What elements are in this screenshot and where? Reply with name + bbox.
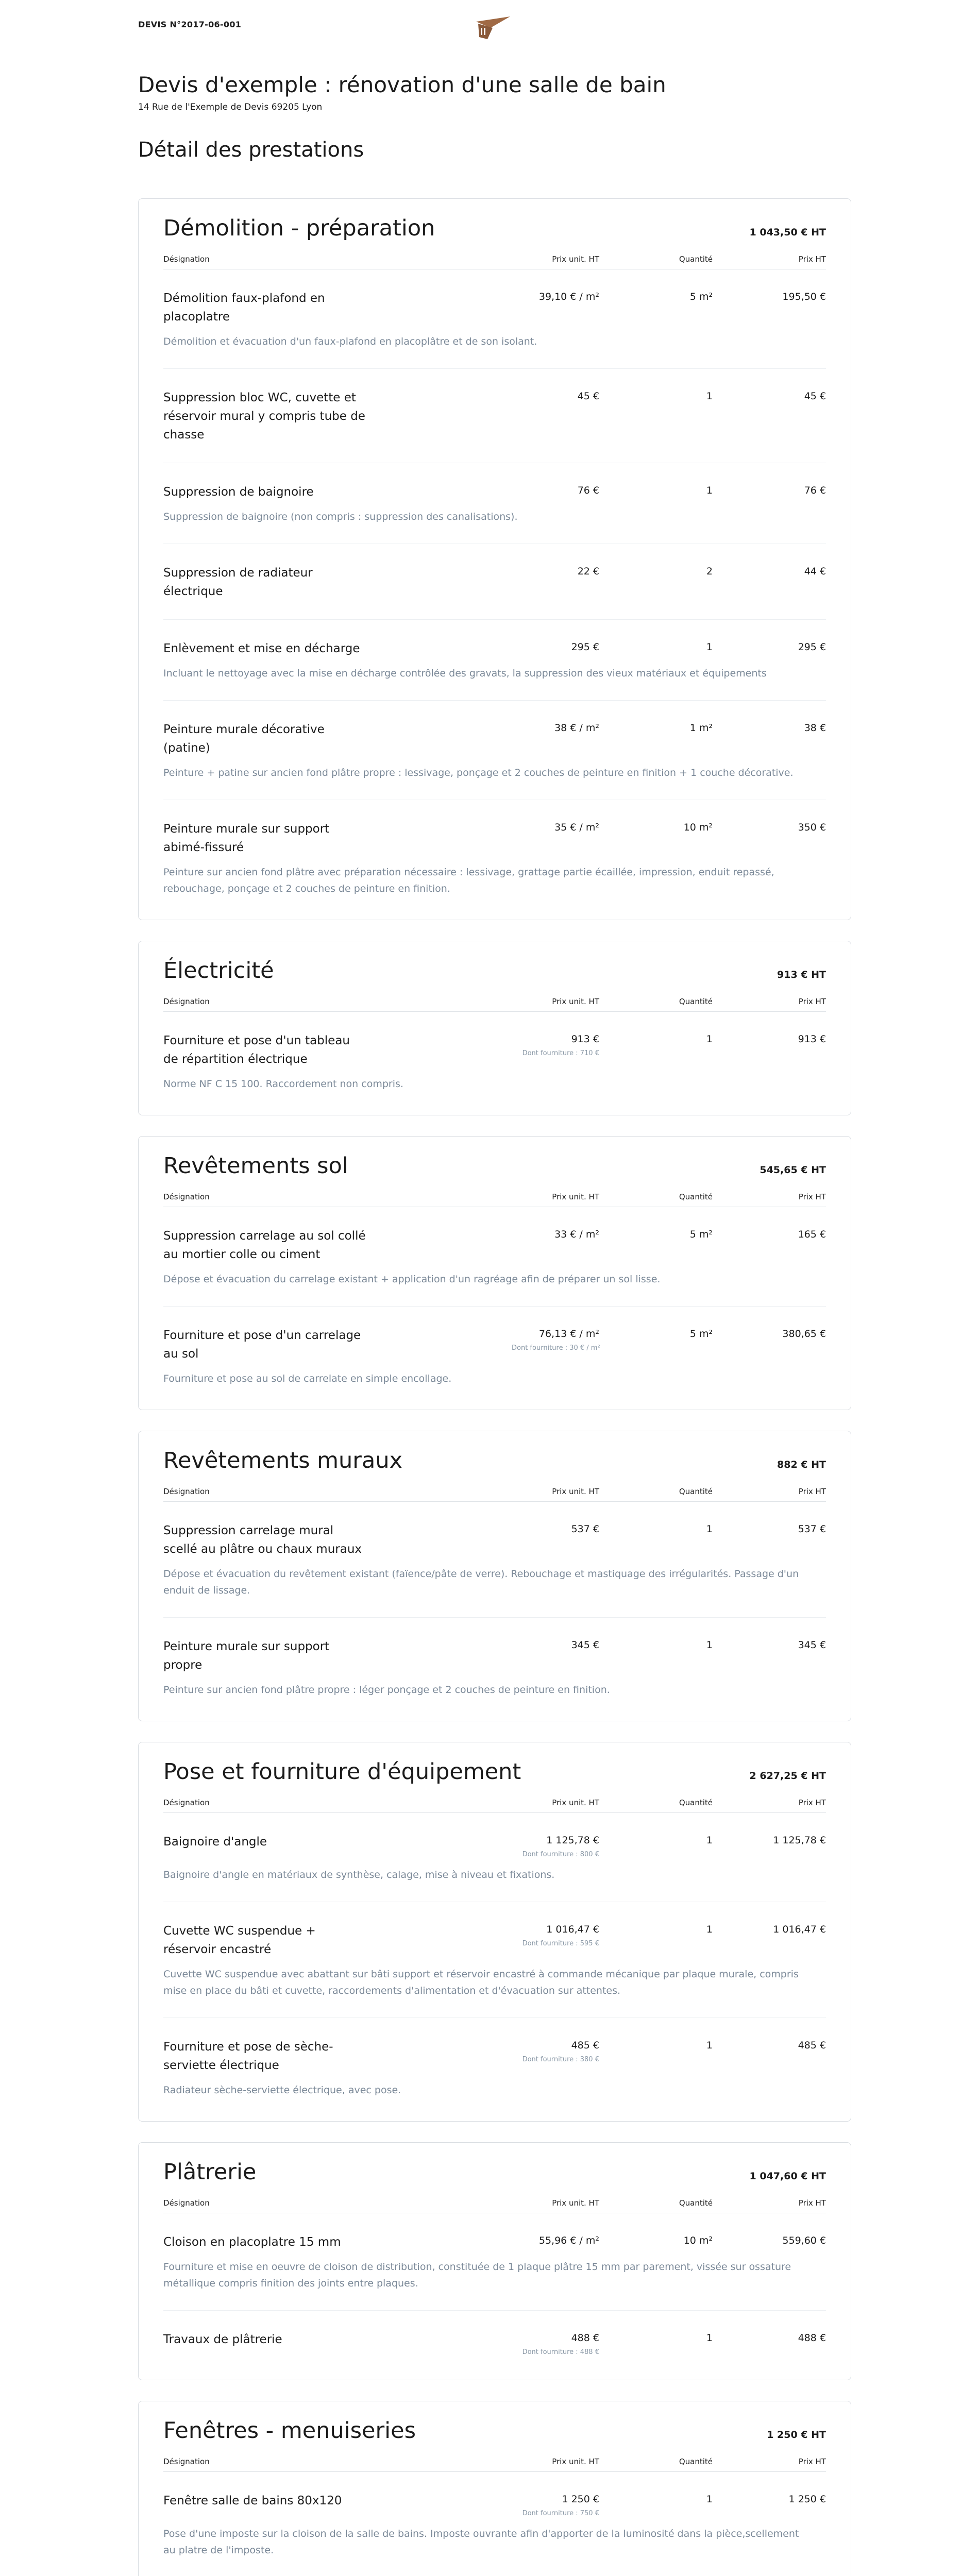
item-price: 295 € [798, 641, 826, 653]
item-unit-price: 33 € / m² [554, 1229, 599, 1240]
item-designation: Peinture murale sur support abimé-fissuré [163, 822, 330, 854]
item-description: Dépose et évacuation du revêtement existant (faïence/pâte de verre). Rebouchage et mastiquage des irrégularités. Passage d'un enduit de lissage. [163, 1568, 799, 1596]
table-row [163, 1902, 826, 2018]
item-description: Peinture sur ancien fond plâtre avec préparation nécessaire : lessivage, grattage partie écaillée, impression, enduit repassé, rebouchage, ponçage et 2 couches de peinture en finition. [163, 867, 774, 894]
item-description: Peinture + patine sur ancien fond plâtre propre : lessivage, ponçage et 2 couches de peinture en finition + 1 couche décorative. [163, 767, 794, 778]
section-title: Démolition - préparation [163, 215, 435, 241]
item-supply-cost: Dont fourniture : 800 € [522, 1851, 599, 1858]
item-unit-price-cell [512, 2233, 599, 2248]
col-unit-price: Prix unit. HT [552, 255, 599, 264]
item-description: Radiateur sèche-serviette électrique, avec pose. [163, 2084, 401, 2096]
item-unit-price: 55,96 € / m² [538, 2235, 599, 2246]
col-quantity: Quantité [679, 1192, 713, 1201]
item-quantity: 1 [706, 1523, 713, 1535]
row-values [163, 2492, 826, 2518]
section-card [138, 1431, 851, 1721]
table-row [163, 1813, 826, 1902]
item-unit-price: 1 250 € [562, 2494, 599, 2505]
item-quantity: 1 [706, 1639, 713, 1651]
item-quantity: 1 [706, 1924, 713, 1935]
item-designation: Suppression carrelage au sol collé au mortier colle ou ciment [163, 1229, 366, 1261]
item-unit-price-cell [512, 1637, 599, 1653]
item-unit-price: 39,10 € / m² [538, 291, 599, 302]
item-designation: Suppression de baignoire [163, 485, 314, 499]
section-card [138, 2401, 851, 2576]
item-unit-price-cell [512, 2038, 599, 2064]
section-total: 1 043,50 € HT [749, 227, 826, 238]
item-description: Dépose et évacuation du carrelage existant + application d'un ragréage afin de préparer un sol lisse. [163, 1274, 661, 1285]
item-price: 1 125,78 € [773, 1835, 826, 1846]
table-header [163, 2198, 826, 2213]
item-designation: Fourniture et pose d'un tableau de répartition électrique [163, 1034, 350, 1066]
item-description: Cuvette WC suspendue avec abattant sur bâti support et réservoir encastré à commande mécanique par plaque murale, compris mise en place du bâti et cuvette, raccordements d'alimentation et d'évacuation sur attentes. [163, 1969, 799, 1996]
table-row [163, 463, 826, 544]
table-row [163, 1502, 826, 1618]
item-unit-price-cell [512, 388, 599, 404]
section-title: Électricité [163, 958, 274, 984]
col-unit-price: Prix unit. HT [552, 1798, 599, 1807]
section-header [163, 215, 826, 241]
item-quantity: 1 [706, 641, 713, 653]
row-values [163, 388, 826, 444]
col-designation: Désignation [163, 255, 210, 264]
section-header [163, 1448, 826, 1473]
row-values [163, 564, 826, 601]
row-values [163, 1833, 826, 1859]
sections-list [138, 198, 851, 2576]
col-unit-price: Prix unit. HT [552, 1487, 599, 1496]
item-price: 559,60 € [782, 2235, 826, 2246]
row-values [163, 2038, 826, 2075]
col-unit-price: Prix unit. HT [552, 997, 599, 1006]
item-unit-price: 76 € [577, 485, 599, 496]
row-values [163, 1521, 826, 1558]
item-unit-price-cell [512, 2492, 599, 2518]
item-unit-price: 485 € [571, 2040, 599, 2051]
item-designation: Fenêtre salle de bains 80x120 [163, 2494, 342, 2507]
item-price: 1 250 € [788, 2494, 826, 2505]
item-description: Norme NF C 15 100. Raccordement non compris. [163, 1078, 403, 1090]
section-header [163, 958, 826, 984]
row-values [163, 2330, 826, 2357]
col-designation: Désignation [163, 1192, 210, 1201]
section-header [163, 2418, 826, 2444]
item-price: 380,65 € [782, 1328, 826, 1340]
item-designation: Enlèvement et mise en décharge [163, 642, 360, 655]
table-row [163, 269, 826, 369]
company-logo-icon [475, 12, 511, 41]
col-unit-price: Prix unit. HT [552, 2198, 599, 2208]
row-values [163, 639, 826, 658]
item-designation: Baignoire d'angle [163, 1835, 267, 1849]
item-quantity: 5 m² [689, 1229, 713, 1240]
item-price: 76 € [804, 485, 826, 496]
item-unit-price: 76,13 € / m² [538, 1328, 599, 1340]
item-price: 45 € [804, 391, 826, 402]
item-unit-price-cell [512, 820, 599, 835]
section-title: Revêtements sol [163, 1153, 348, 1179]
col-price: Prix HT [798, 1192, 826, 1201]
item-unit-price-cell [512, 1922, 599, 1948]
devis-number: DEVIS N°2017-06-001 [138, 20, 242, 29]
row-values [163, 720, 826, 757]
document-title: Devis d'exemple : rénovation d'une salle de bain [138, 72, 666, 97]
row-values [163, 483, 826, 501]
item-description: Suppression de baignoire (non compris : suppression des canalisations). [163, 511, 518, 522]
item-price: 537 € [798, 1523, 826, 1535]
section-total: 1 250 € HT [767, 2429, 826, 2441]
col-quantity: Quantité [679, 1798, 713, 1807]
item-price: 165 € [798, 1229, 826, 1240]
item-quantity: 1 [706, 2494, 713, 2505]
col-price: Prix HT [798, 997, 826, 1006]
item-unit-price-cell [512, 289, 599, 304]
item-price: 350 € [798, 822, 826, 833]
table-row [163, 1207, 826, 1307]
row-values [163, 1227, 826, 1264]
item-description: Fourniture et mise en oeuvre de cloison de distribution, constituée de 1 plaque plâtre 15 mm par parement, vissée sur ossature métallique compris finition des joints entre plaques. [163, 2261, 791, 2289]
col-price: Prix HT [798, 1487, 826, 1496]
item-supply-cost: Dont fourniture : 595 € [522, 1940, 599, 1947]
address: 14 Rue de l'Exemple de Devis 69205 Lyon [138, 102, 323, 112]
col-designation: Désignation [163, 2198, 210, 2208]
item-designation: Cuvette WC suspendue + réservoir encastré [163, 1924, 316, 1956]
section-header [163, 1759, 826, 1785]
row-values [163, 1326, 826, 1363]
item-quantity: 2 [706, 566, 713, 577]
table-row [163, 369, 826, 463]
section-card [138, 1136, 851, 1410]
item-description: Baignoire d'angle en matériaux de synthèse, calage, mise à niveau et fixations. [163, 1869, 555, 1880]
col-price: Prix HT [798, 2457, 826, 2466]
section-card [138, 941, 851, 1115]
item-quantity: 1 [706, 2332, 713, 2344]
table-row [163, 2213, 826, 2311]
section-title: Plâtrerie [163, 2159, 257, 2185]
item-supply-cost: Dont fourniture : 380 € [522, 2056, 599, 2063]
row-values [163, 820, 826, 857]
col-price: Prix HT [798, 1798, 826, 1807]
item-unit-price-cell [512, 1227, 599, 1242]
row-values [163, 1031, 826, 1069]
section-title: Pose et fourniture d'équipement [163, 1759, 521, 1785]
section-total: 1 047,60 € HT [749, 2171, 826, 2182]
table-row [163, 800, 826, 901]
item-designation: Suppression de radiateur électrique [163, 566, 313, 598]
item-designation: Cloison en placoplatre 15 mm [163, 2235, 341, 2249]
item-quantity: 1 [706, 485, 713, 496]
item-unit-price-cell [512, 2330, 599, 2357]
section-card [138, 198, 851, 920]
table-row [163, 1618, 826, 1702]
col-price: Prix HT [798, 2198, 826, 2208]
item-unit-price-cell [512, 483, 599, 498]
item-description: Pose d'une imposte sur la cloison de la salle de bains. Imposte ouvrante afin d'apporter de la luminosité dans la pièce,scellement au platre de l'imposte. [163, 2528, 799, 2556]
item-quantity: 5 m² [689, 1328, 713, 1340]
item-unit-price-cell [512, 1521, 599, 1537]
item-unit-price-cell [512, 1833, 599, 1859]
table-header [163, 1487, 826, 1502]
row-values [163, 1637, 826, 1674]
item-unit-price: 35 € / m² [554, 822, 599, 833]
table-row [163, 2018, 826, 2103]
row-values [163, 1922, 826, 1959]
item-quantity: 1 [706, 1835, 713, 1846]
table-row [163, 2472, 826, 2563]
item-quantity: 1 m² [689, 722, 713, 734]
item-designation: Fourniture et pose de sèche-serviette électrique [163, 2040, 333, 2072]
item-unit-price: 345 € [571, 1639, 599, 1651]
col-quantity: Quantité [679, 2198, 713, 2208]
section-card [138, 1742, 851, 2122]
item-unit-price: 1 016,47 € [546, 1924, 599, 1935]
item-unit-price: 913 € [571, 1033, 599, 1045]
item-price: 1 016,47 € [773, 1924, 826, 1935]
item-supply-cost: Dont fourniture : 488 € [522, 2348, 599, 2356]
row-values [163, 289, 826, 326]
table-row [163, 701, 826, 800]
item-price: 44 € [804, 566, 826, 577]
item-supply-cost: Dont fourniture : 750 € [522, 2510, 599, 2517]
section-total: 545,65 € HT [760, 1164, 826, 1176]
item-description: Incluant le nettoyage avec la mise en décharge contrôlée des gravats, la suppression des vieux matériaux et équipements [163, 668, 767, 679]
col-unit-price: Prix unit. HT [552, 1192, 599, 1201]
item-unit-price: 38 € / m² [554, 722, 599, 734]
col-designation: Désignation [163, 1798, 210, 1807]
item-unit-price-cell [512, 564, 599, 579]
item-price: 488 € [798, 2332, 826, 2344]
item-price: 485 € [798, 2040, 826, 2051]
item-price: 38 € [804, 722, 826, 734]
item-price: 913 € [798, 1033, 826, 1045]
section-total: 882 € HT [777, 1459, 826, 1470]
section-total: 2 627,25 € HT [749, 1770, 826, 1782]
item-designation: Travaux de plâtrerie [163, 2333, 282, 2346]
col-designation: Désignation [163, 1487, 210, 1496]
item-designation: Fourniture et pose d'un carrelage au sol [163, 1329, 361, 1361]
item-price: 345 € [798, 1639, 826, 1651]
col-unit-price: Prix unit. HT [552, 2457, 599, 2466]
item-unit-price: 22 € [577, 566, 599, 577]
item-quantity: 10 m² [683, 2235, 713, 2246]
item-description: Fourniture et pose au sol de carrelate en simple encollage. [163, 1373, 452, 1384]
section-header [163, 1153, 826, 1179]
item-unit-price: 537 € [571, 1523, 599, 1535]
table-row [163, 620, 826, 701]
item-unit-price-cell [512, 720, 599, 736]
table-header [163, 1192, 826, 1207]
item-unit-price: 1 125,78 € [546, 1835, 599, 1846]
table-row [163, 544, 826, 620]
item-designation: Peinture murale décorative (patine) [163, 723, 325, 755]
item-designation: Suppression carrelage mural scellé au plâtre ou chaux muraux [163, 1524, 362, 1556]
item-unit-price-cell [512, 1031, 599, 1058]
section-title: Fenêtres - menuiseries [163, 2418, 416, 2444]
col-quantity: Quantité [679, 255, 713, 264]
table-header [163, 2457, 826, 2472]
col-quantity: Quantité [679, 1487, 713, 1496]
table-row [163, 2311, 826, 2361]
section-title: Revêtements muraux [163, 1448, 403, 1473]
item-designation: Démolition faux-plafond en placoplatre [163, 292, 325, 324]
row-values [163, 2233, 826, 2251]
item-supply-cost: Dont fourniture : 710 € [522, 1049, 599, 1057]
col-quantity: Quantité [679, 2457, 713, 2466]
table-row [163, 1307, 826, 1391]
item-description: Peinture sur ancien fond plâtre propre : léger ponçage et 2 couches de peinture en finition. [163, 1684, 610, 1696]
item-unit-price-cell [512, 1326, 599, 1353]
table-row [163, 1012, 826, 1096]
table-header [163, 997, 826, 1012]
item-designation: Suppression bloc WC, cuvette et réservoir mural y compris tube de chasse [163, 391, 365, 442]
col-quantity: Quantité [679, 997, 713, 1006]
col-price: Prix HT [798, 255, 826, 264]
item-supply-cost: Dont fourniture : 30 € / m² [512, 1344, 600, 1352]
item-unit-price-cell [512, 639, 599, 655]
item-quantity: 1 [706, 2040, 713, 2051]
item-quantity: 10 m² [683, 822, 713, 833]
top-bar [0, 0, 978, 52]
table-header [163, 1798, 826, 1813]
item-unit-price: 45 € [577, 391, 599, 402]
item-quantity: 1 [706, 1033, 713, 1045]
item-unit-price: 295 € [571, 641, 599, 653]
col-designation: Désignation [163, 997, 210, 1006]
item-description: Démolition et évacuation d'un faux-plafond en placoplâtre et de son isolant. [163, 336, 537, 347]
section-total: 913 € HT [777, 969, 826, 980]
section-header [163, 2159, 826, 2185]
item-unit-price: 488 € [571, 2332, 599, 2344]
section-card [138, 2142, 851, 2380]
item-quantity: 5 m² [689, 291, 713, 302]
services-heading: Détail des prestations [138, 138, 364, 162]
item-price: 195,50 € [782, 291, 826, 302]
item-quantity: 1 [706, 391, 713, 402]
table-header [163, 255, 826, 269]
item-designation: Peinture murale sur support propre [163, 1640, 330, 1672]
col-designation: Désignation [163, 2457, 210, 2466]
